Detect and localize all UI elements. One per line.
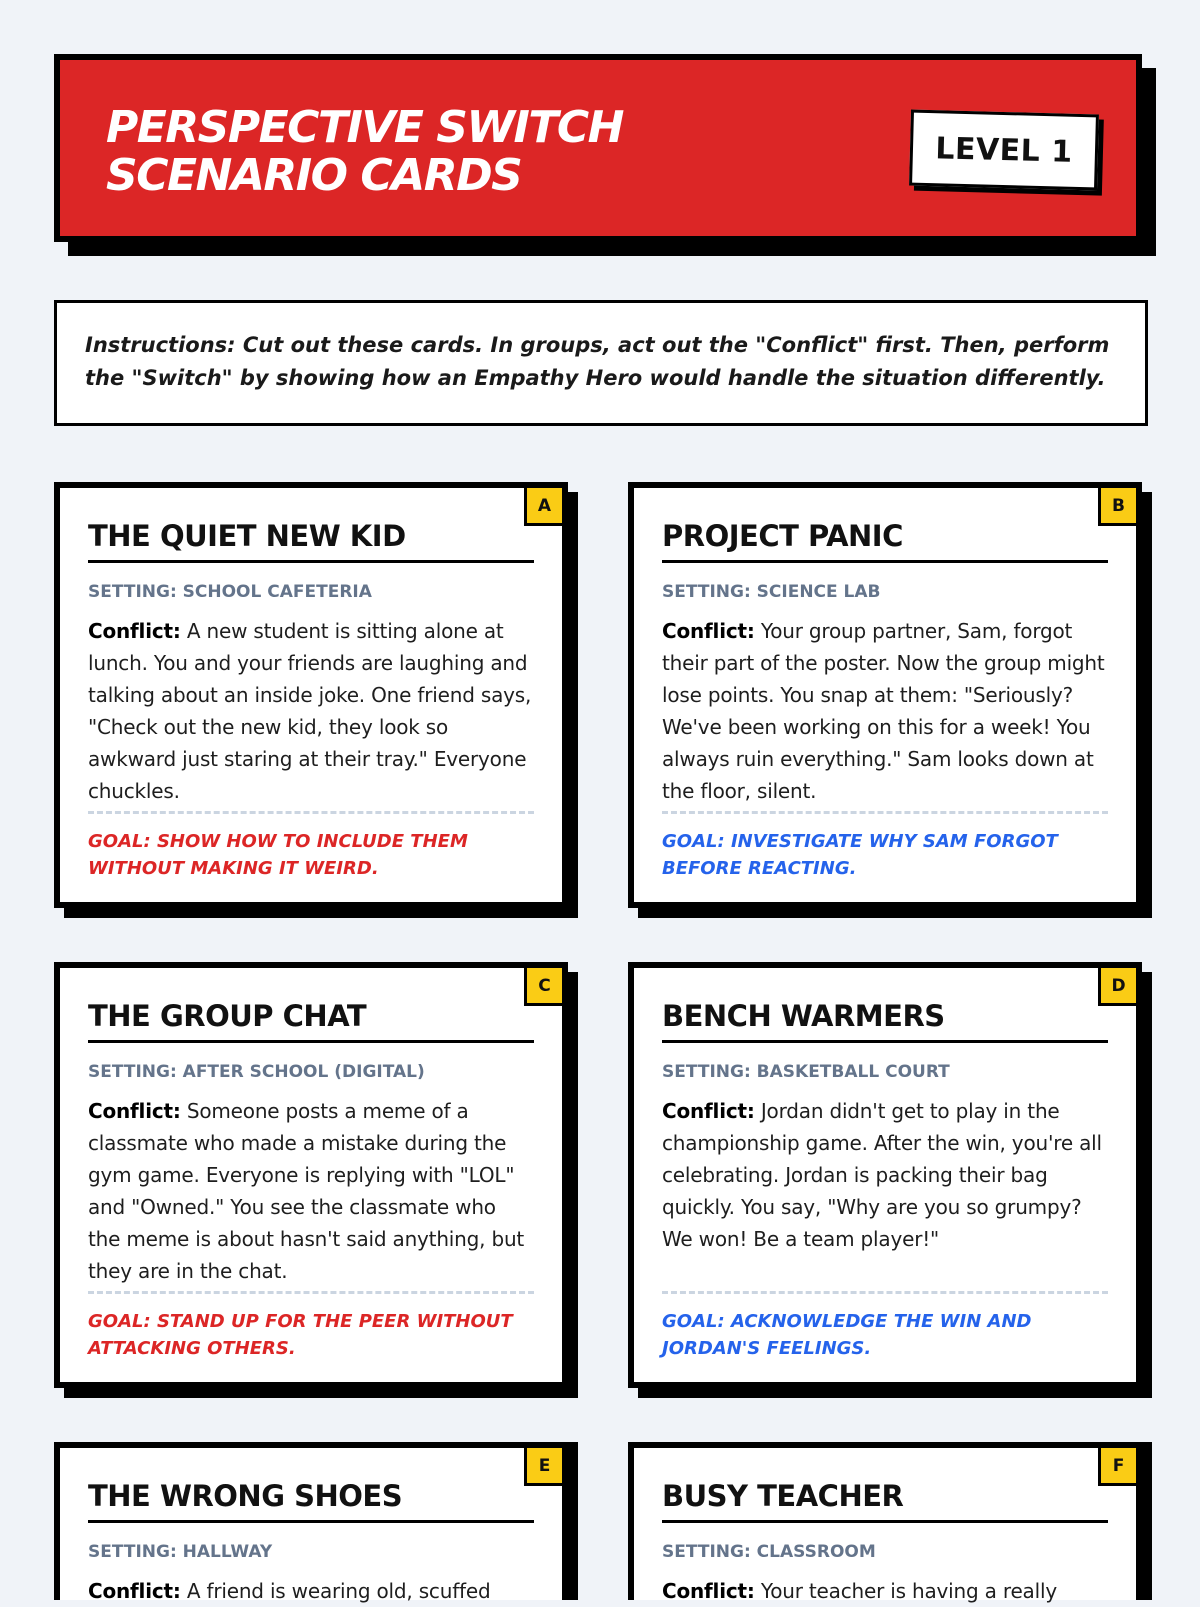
- card-divider: [88, 811, 534, 814]
- instructions-text: Instructions: Cut out these cards. In groups, act out the "Conflict" first. Then, perform the "Switch" by showing how an Empathy Hero would handle the situation differently.: [85, 333, 1110, 390]
- card-setting: SETTING: CLASSROOM: [662, 1542, 876, 1562]
- conflict-text: Jordan didn't get to play in the championship game. After the win, you're all celebrating. Jordan is packing their bag quickly. You say, "Why are you so grumpy? We won! Be a team player!": [662, 1099, 1102, 1251]
- card-title: THE QUIET NEW KID: [88, 516, 534, 563]
- card-goal: GOAL: ACKNOWLEDGE THE WIN AND JORDAN'S FEELINGS.: [662, 1311, 1032, 1359]
- scenario-card-e: [54, 1442, 568, 1603]
- scenario-card-f: [628, 1442, 1142, 1603]
- card-letter-badge: D: [1098, 968, 1136, 1006]
- card-setting: SETTING: SCIENCE LAB: [662, 582, 881, 602]
- card-goal: GOAL: INVESTIGATE WHY SAM FORGOT BEFORE REACTING.: [662, 831, 1058, 879]
- conflict-label: Conflict:: [662, 619, 755, 643]
- card-conflict: [88, 1095, 534, 1287]
- page-title: PERSPECTIVE SWITCH SCENARIO CARDS: [106, 102, 624, 201]
- card-title: PROJECT PANIC: [662, 516, 1108, 563]
- conflict-text: Someone posts a meme of a classmate who made a mistake during the gym game. Everyone is replying with "LOL" and "Owned." You see the classmate who the meme is about hasn't said anything, but they are in the chat.: [88, 1099, 525, 1283]
- conflict-label: Conflict:: [662, 1099, 755, 1123]
- card-setting: SETTING: HALLWAY: [88, 1542, 273, 1562]
- card-divider: [662, 811, 1108, 814]
- card-setting: SETTING: AFTER SCHOOL (DIGITAL): [88, 1062, 425, 1082]
- conflict-text: A new student is sitting alone at lunch. You and your friends are laughing and talking about an inside joke. One friend says, "Check out the new kid, they look so awkward just staring at their tray." Everyone chuckles.: [88, 619, 532, 803]
- scenario-card-a: [54, 482, 568, 908]
- card-title: THE GROUP CHAT: [88, 996, 534, 1043]
- card-title: BUSY TEACHER: [662, 1476, 1108, 1523]
- card-letter-badge: A: [524, 488, 562, 526]
- card-title: BENCH WARMERS: [662, 996, 1108, 1043]
- conflict-label: Conflict:: [88, 1099, 181, 1123]
- card-conflict: [88, 615, 534, 807]
- conflict-label: Conflict:: [662, 1579, 755, 1603]
- conflict-label: Conflict:: [88, 1579, 181, 1603]
- conflict-text: Your group partner, Sam, forgot their part of the poster. Now the group might lose points. You snap at them: "Seriously? We've been working on this for a week! You always ruin everything." Sam looks down at the floor, silent.: [662, 619, 1105, 803]
- card-divider: [88, 1291, 534, 1294]
- card-conflict: [88, 1575, 534, 1607]
- card-setting: SETTING: BASKETBALL COURT: [662, 1062, 950, 1082]
- card-letter-badge: B: [1098, 488, 1136, 526]
- scenario-card-b: [628, 482, 1142, 908]
- card-conflict: [662, 1095, 1108, 1287]
- card-conflict: [662, 1575, 1108, 1607]
- conflict-text: Your teacher is having a really: [760, 1579, 1057, 1603]
- card-goal: GOAL: STAND UP FOR THE PEER WITHOUT ATTACKING OTHERS.: [88, 1311, 513, 1359]
- card-setting: SETTING: SCHOOL CAFETERIA: [88, 582, 372, 602]
- level-badge: LEVEL 1: [909, 110, 1099, 191]
- card-conflict: [662, 615, 1108, 807]
- card-title: THE WRONG SHOES: [88, 1476, 534, 1523]
- card-letter-badge: C: [524, 968, 562, 1006]
- card-goal: GOAL: SHOW HOW TO INCLUDE THEM WITHOUT MAKING IT WEIRD.: [88, 831, 468, 879]
- conflict-label: Conflict:: [88, 619, 181, 643]
- scenario-card-c: [54, 962, 568, 1388]
- conflict-text: A friend is wearing old, scuffed: [186, 1579, 491, 1603]
- card-letter-badge: E: [524, 1448, 562, 1486]
- page-header: [54, 54, 1142, 242]
- scenario-card-d: [628, 962, 1142, 1388]
- card-divider: [662, 1291, 1108, 1294]
- instructions-box: [54, 300, 1148, 426]
- card-letter-badge: F: [1098, 1448, 1136, 1486]
